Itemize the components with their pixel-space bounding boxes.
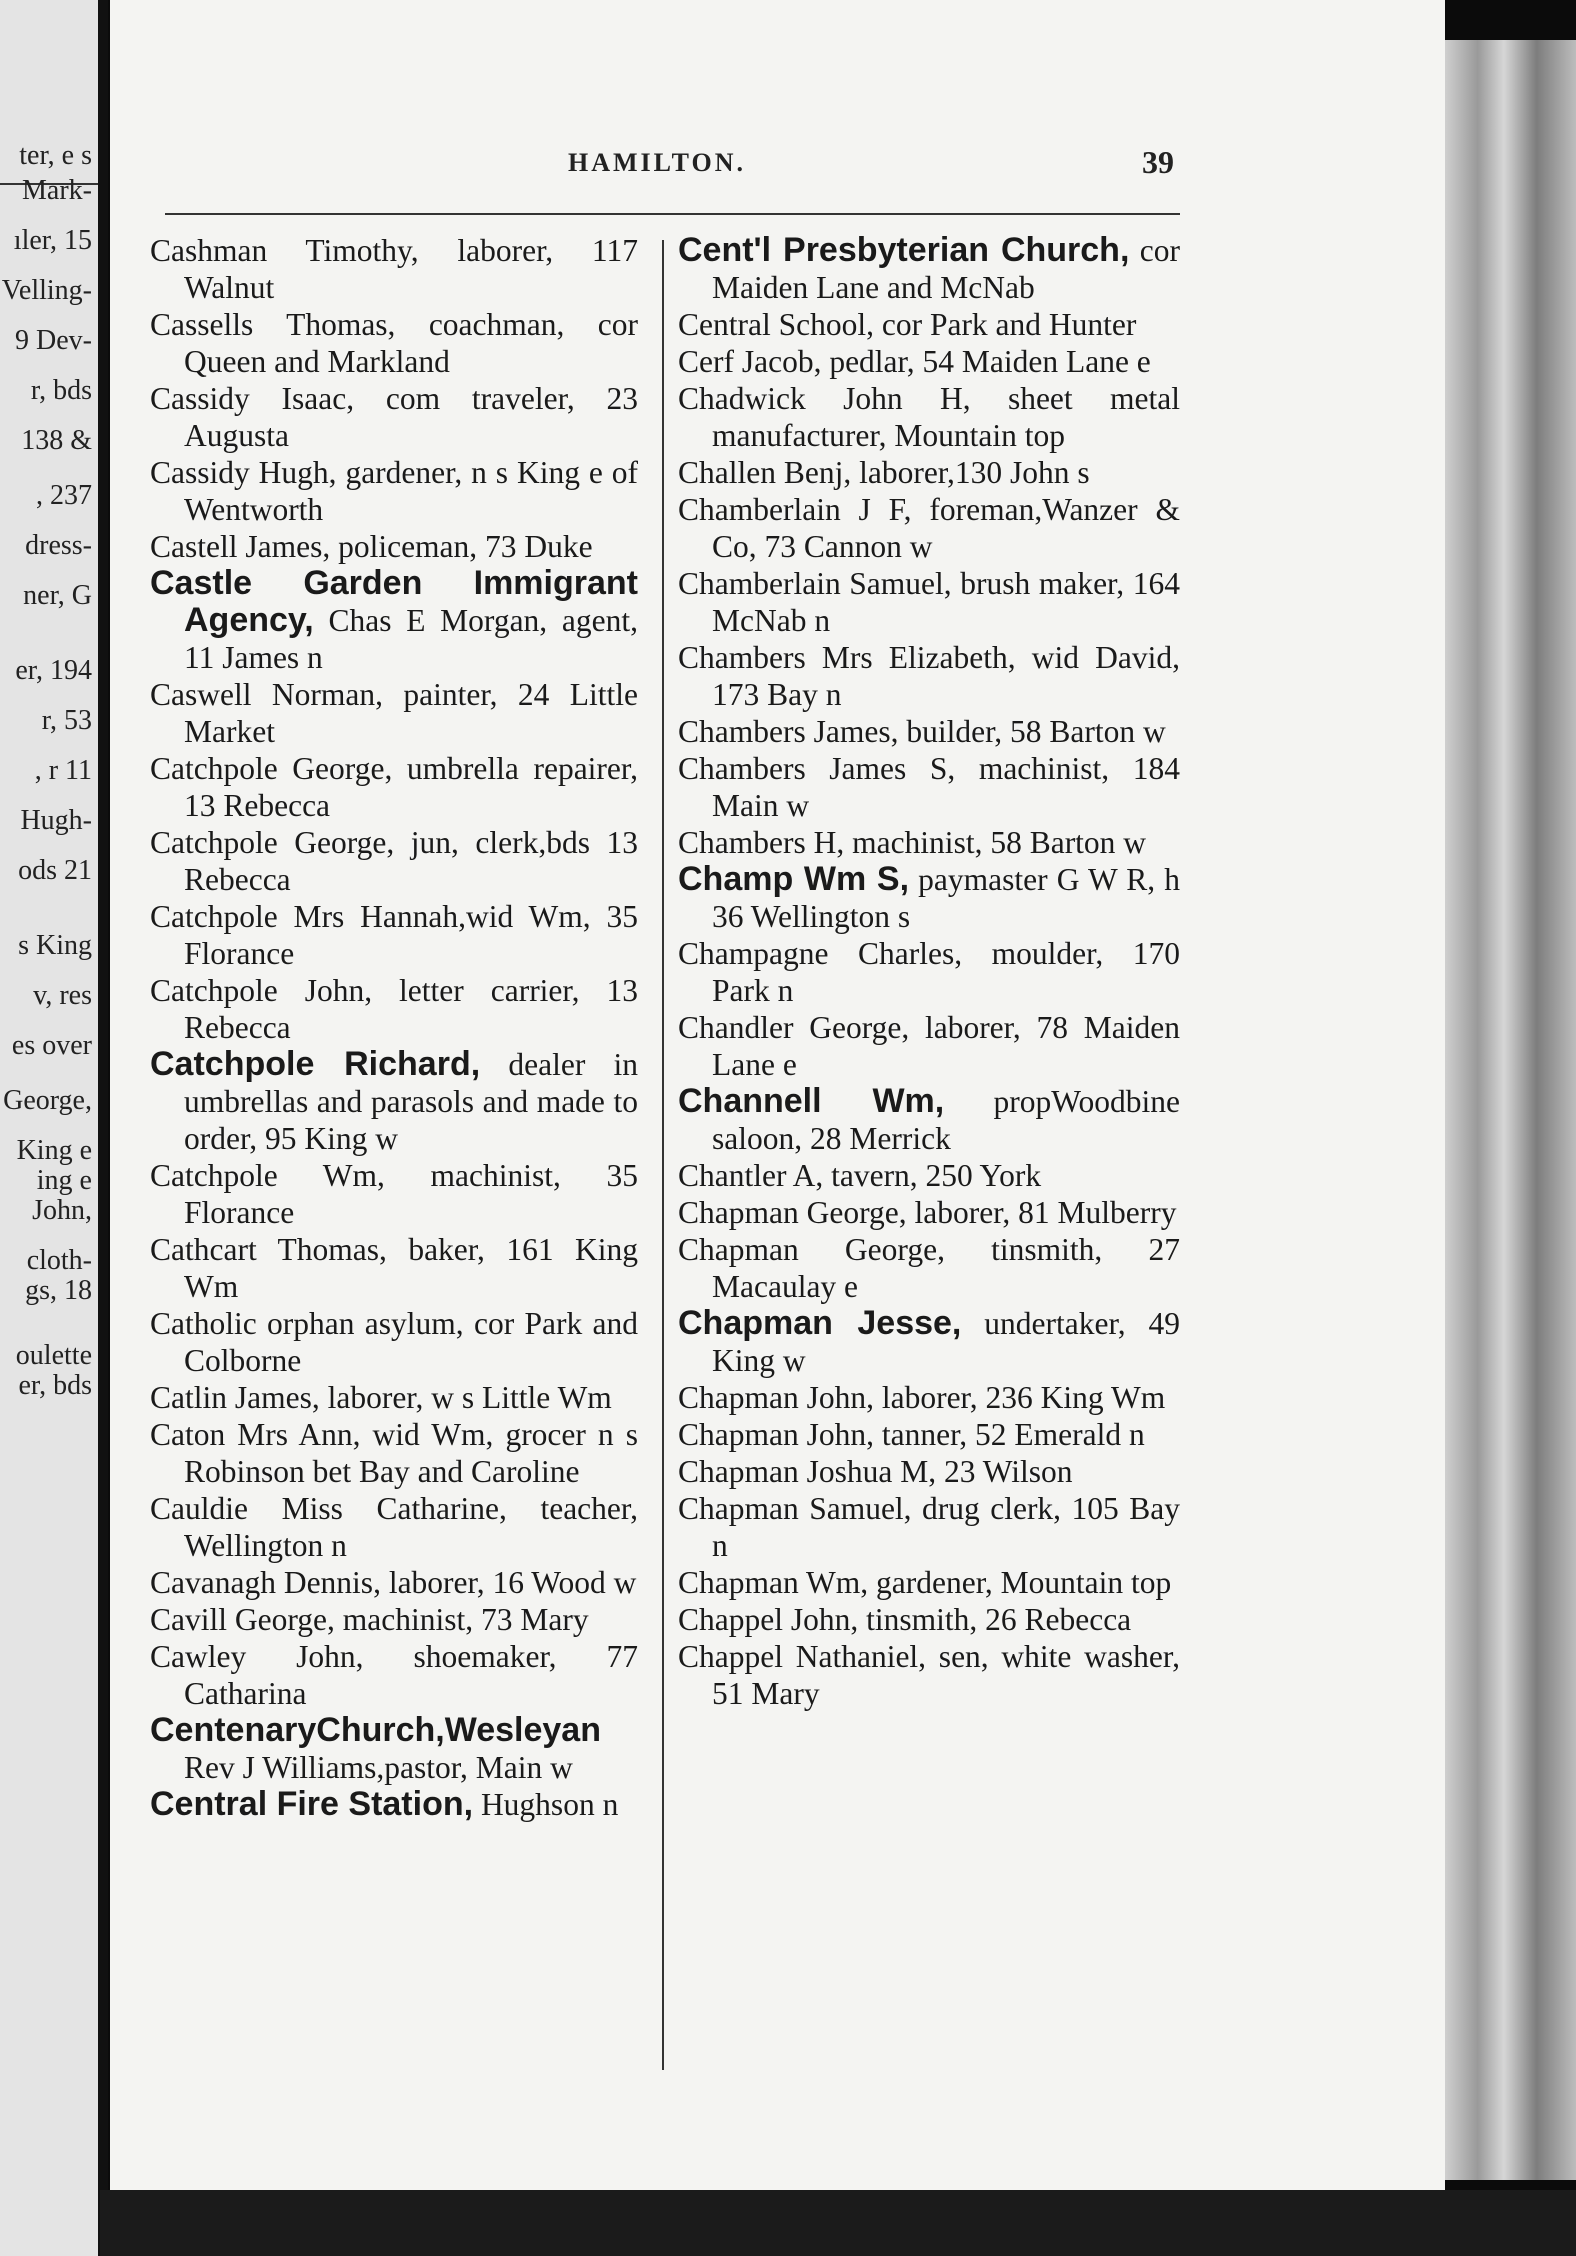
entry-text: Cassells Thomas, coachman, cor Queen and Markland bbox=[150, 307, 638, 379]
entry-bold-name: Champ Wm S, bbox=[678, 860, 910, 898]
directory-entry bbox=[678, 565, 1180, 639]
entry-text: Cavill George, machinist, 73 Mary bbox=[150, 1602, 589, 1637]
entry-text: Castell James, policeman, 73 Duke bbox=[150, 529, 593, 564]
previous-page-fragment: ing e bbox=[36, 1165, 92, 1196]
directory-entry bbox=[150, 1379, 638, 1416]
directory-entry bbox=[150, 1416, 638, 1490]
page-number: 39 bbox=[1142, 144, 1174, 180]
entry-text: Chandler George, laborer, 78 Maiden Lane e bbox=[678, 1010, 1180, 1082]
directory-entry bbox=[150, 824, 638, 898]
entry-text: Rev J Williams,pastor, Main w bbox=[184, 1750, 573, 1785]
header-rule bbox=[165, 213, 1180, 215]
previous-page-fragment: s King bbox=[18, 930, 92, 961]
directory-entry bbox=[678, 343, 1180, 380]
entry-text: Cawley John, shoemaker, 77 Catharina bbox=[150, 1639, 638, 1711]
previous-page-fragment: cloth- bbox=[26, 1245, 92, 1276]
previous-page-fragment: Hugh- bbox=[20, 805, 92, 836]
entry-text: Chamberlain Samuel, brush maker, 164 McNab n bbox=[678, 566, 1180, 638]
directory-entry bbox=[678, 713, 1180, 750]
directory-entry bbox=[678, 1601, 1180, 1638]
entry-text: Catchpole George, jun, clerk,bds 13 Rebecca bbox=[150, 825, 638, 897]
entry-text: Chantler A, tavern, 250 York bbox=[678, 1158, 1042, 1193]
page-stack-edge bbox=[1445, 40, 1576, 2180]
entry-text: Cashman Timothy, laborer, 117 Walnut bbox=[150, 233, 638, 305]
entry-text: cor Maiden Lane and McNab bbox=[712, 233, 1180, 305]
previous-page-fragment: v, res bbox=[33, 980, 92, 1011]
directory-entry bbox=[678, 491, 1180, 565]
directory-entry bbox=[678, 750, 1180, 824]
entry-text: Cassidy Hugh, gardener, n s King e of Wentworth bbox=[150, 455, 638, 527]
entry-text: Chapman John, tanner, 52 Emerald n bbox=[678, 1417, 1145, 1452]
previous-page-fragment: John, bbox=[32, 1195, 92, 1226]
entry-text: Champagne Charles, moulder, 170 Park n bbox=[678, 936, 1180, 1008]
entry-text: Cerf Jacob, pedlar, 54 Maiden Lane e bbox=[678, 344, 1151, 379]
entry-text: Chadwick John H, sheet metal manufacturer, Mountain top bbox=[678, 381, 1180, 453]
entry-bold-name: Catchpole Richard, bbox=[150, 1045, 481, 1083]
directory-entry bbox=[150, 1712, 638, 1786]
entry-text: Chambers H, machinist, 58 Barton w bbox=[678, 825, 1147, 860]
directory-entry bbox=[678, 1231, 1180, 1305]
directory-entry bbox=[150, 528, 638, 565]
running-head: HAMILTON. bbox=[568, 148, 746, 177]
entry-text: Caswell Norman, painter, 24 Little Market bbox=[150, 677, 638, 749]
entry-text: Chapman Samuel, drug clerk, 105 Bay n bbox=[678, 1491, 1180, 1563]
entry-text: Catchpole Wm, machinist, 35 Florance bbox=[150, 1158, 638, 1230]
directory-entry bbox=[678, 1157, 1180, 1194]
entry-text: Chambers James, builder, 58 Barton w bbox=[678, 714, 1166, 749]
entry-text: Cassidy Isaac, com traveler, 23 Augusta bbox=[150, 381, 638, 453]
directory-entry bbox=[678, 824, 1180, 861]
directory-entry bbox=[150, 1157, 638, 1231]
entry-bold-name: CentenaryChurch,Wesleyan bbox=[150, 1711, 601, 1749]
directory-entry bbox=[678, 1083, 1180, 1157]
directory-entry bbox=[678, 1416, 1180, 1453]
entry-text: Catlin James, laborer, w s Little Wm bbox=[150, 1380, 612, 1415]
entry-text: Cauldie Miss Catharine, teacher, Wellington n bbox=[150, 1491, 638, 1563]
directory-entry bbox=[150, 306, 638, 380]
directory-entry bbox=[150, 1231, 638, 1305]
entry-text: Chapman George, tinsmith, 27 Macaulay e bbox=[678, 1232, 1180, 1304]
entry-text: Catchpole Mrs Hannah,wid Wm, 35 Florance bbox=[150, 899, 638, 971]
left-column bbox=[150, 232, 638, 1823]
entry-bold-name: Central Fire Station, bbox=[150, 1785, 474, 1823]
directory-entry bbox=[678, 1453, 1180, 1490]
directory-entry bbox=[150, 1046, 638, 1157]
directory-entry bbox=[678, 1194, 1180, 1231]
previous-page-fragment: es over bbox=[11, 1030, 92, 1061]
directory-entry bbox=[678, 1379, 1180, 1416]
directory-entry bbox=[150, 898, 638, 972]
previous-page-fragment: 138 & bbox=[21, 425, 92, 456]
entry-text: Central School, cor Park and Hunter bbox=[678, 307, 1137, 342]
entry-text: Chapman Joshua M, 23 Wilson bbox=[678, 1454, 1073, 1489]
entry-text: Chappel John, tinsmith, 26 Rebecca bbox=[678, 1602, 1132, 1637]
previous-page-fragment: er, 194 bbox=[15, 655, 92, 686]
entry-text: Chamberlain J F, foreman,Wanzer & Co, 73 Cannon w bbox=[678, 492, 1180, 564]
directory-entry bbox=[150, 1601, 638, 1638]
directory-entry bbox=[678, 639, 1180, 713]
directory-entry bbox=[150, 1786, 638, 1823]
directory-entry bbox=[150, 1564, 638, 1601]
entry-bold-name: Cent'l Presbyterian Church, bbox=[678, 231, 1130, 269]
entry-text: dealer in umbrellas and parasols and made to order, 95 King w bbox=[184, 1047, 639, 1156]
directory-entry bbox=[678, 861, 1180, 935]
right-column bbox=[678, 232, 1180, 1712]
previous-page-fragment: ods 21 bbox=[18, 855, 92, 886]
previous-page-fragment: oulette bbox=[15, 1340, 92, 1371]
directory-entry bbox=[150, 232, 638, 306]
directory-entry bbox=[678, 1009, 1180, 1083]
previous-page-fragment: ner, G bbox=[23, 580, 92, 611]
directory-entry bbox=[150, 972, 638, 1046]
previous-page-fragment: George, bbox=[3, 1085, 92, 1116]
directory-entry bbox=[150, 676, 638, 750]
directory-entry bbox=[678, 1638, 1180, 1712]
entry-text: Chambers James S, machinist, 184 Main w bbox=[678, 751, 1180, 823]
directory-entry bbox=[150, 565, 638, 676]
previous-page-fragment: ıler, 15 bbox=[13, 225, 92, 256]
entry-text: Challen Benj, laborer,130 John s bbox=[678, 455, 1090, 490]
directory-entry bbox=[678, 380, 1180, 454]
entry-text: Cathcart Thomas, baker, 161 King Wm bbox=[150, 1232, 638, 1304]
entry-text: Caton Mrs Ann, wid Wm, grocer n s Robinson bet Bay and Caroline bbox=[150, 1417, 638, 1489]
directory-entry bbox=[678, 935, 1180, 1009]
entry-text: Chambers Mrs Elizabeth, wid David, 173 Bay n bbox=[678, 640, 1180, 712]
entry-text: Chapman George, laborer, 81 Mulberry bbox=[678, 1195, 1177, 1230]
previous-page-fragment: r, 53 bbox=[41, 705, 92, 736]
directory-entry bbox=[150, 1490, 638, 1564]
entry-text: Chapman Wm, gardener, Mountain top bbox=[678, 1565, 1172, 1600]
scan-bottom-shadow bbox=[100, 2190, 1576, 2256]
entry-text: Chappel Nathaniel, sen, white washer, 51 Mary bbox=[678, 1639, 1180, 1711]
previous-page-edge bbox=[0, 0, 108, 2256]
entry-text: undertaker, 49 King w bbox=[712, 1306, 1180, 1378]
previous-page-fragment: , 237 bbox=[36, 480, 92, 511]
directory-entry bbox=[678, 1564, 1180, 1601]
entry-text: Catchpole John, letter carrier, 13 Rebecca bbox=[150, 973, 638, 1045]
previous-page-fragment: 9 Dev- bbox=[15, 325, 92, 356]
directory-entry bbox=[678, 232, 1180, 306]
entry-bold-name: Channell Wm, bbox=[678, 1082, 945, 1120]
directory-entry bbox=[150, 380, 638, 454]
previous-page-fragment: , r 11 bbox=[34, 755, 92, 786]
entry-text: propWoodbine saloon, 28 Merrick bbox=[712, 1084, 1180, 1156]
entry-text: Hughson n bbox=[473, 1787, 619, 1822]
previous-page-fragment: Mark- bbox=[22, 175, 92, 206]
directory-entry bbox=[150, 750, 638, 824]
entry-text: Cavanagh Dennis, laborer, 16 Wood w bbox=[150, 1565, 637, 1600]
directory-entry bbox=[678, 306, 1180, 343]
entry-text: Chas E Morgan, agent, 11 James n bbox=[184, 603, 638, 675]
previous-page-fragment: Velling- bbox=[1, 275, 92, 306]
directory-entry bbox=[150, 1638, 638, 1712]
entry-text: Catchpole George, umbrella repairer, 13 Rebecca bbox=[150, 751, 638, 823]
entry-bold-name: Chapman Jesse, bbox=[678, 1304, 962, 1342]
previous-page-fragment: ter, e s bbox=[19, 140, 92, 171]
entry-text: paymaster G W R, h 36 Wellington s bbox=[712, 862, 1181, 934]
directory-entry bbox=[150, 454, 638, 528]
previous-page-fragment: r, bds bbox=[30, 375, 92, 406]
directory-entry bbox=[678, 1305, 1180, 1379]
directory-entry bbox=[150, 1305, 638, 1379]
previous-page-fragment: King e bbox=[16, 1135, 92, 1166]
entry-text: Catholic orphan asylum, cor Park and Colborne bbox=[150, 1306, 638, 1378]
directory-entry bbox=[678, 454, 1180, 491]
directory-entry bbox=[678, 1490, 1180, 1564]
previous-page-fragment: er, bds bbox=[18, 1370, 92, 1401]
entry-bold-name: Castle Garden Immigrant Agency, bbox=[150, 564, 638, 639]
column-divider bbox=[662, 240, 664, 2070]
entry-text: Chapman John, laborer, 236 King Wm bbox=[678, 1380, 1166, 1415]
previous-page-fragment: dress- bbox=[25, 530, 92, 561]
previous-page-fragment: gs, 18 bbox=[25, 1275, 92, 1306]
